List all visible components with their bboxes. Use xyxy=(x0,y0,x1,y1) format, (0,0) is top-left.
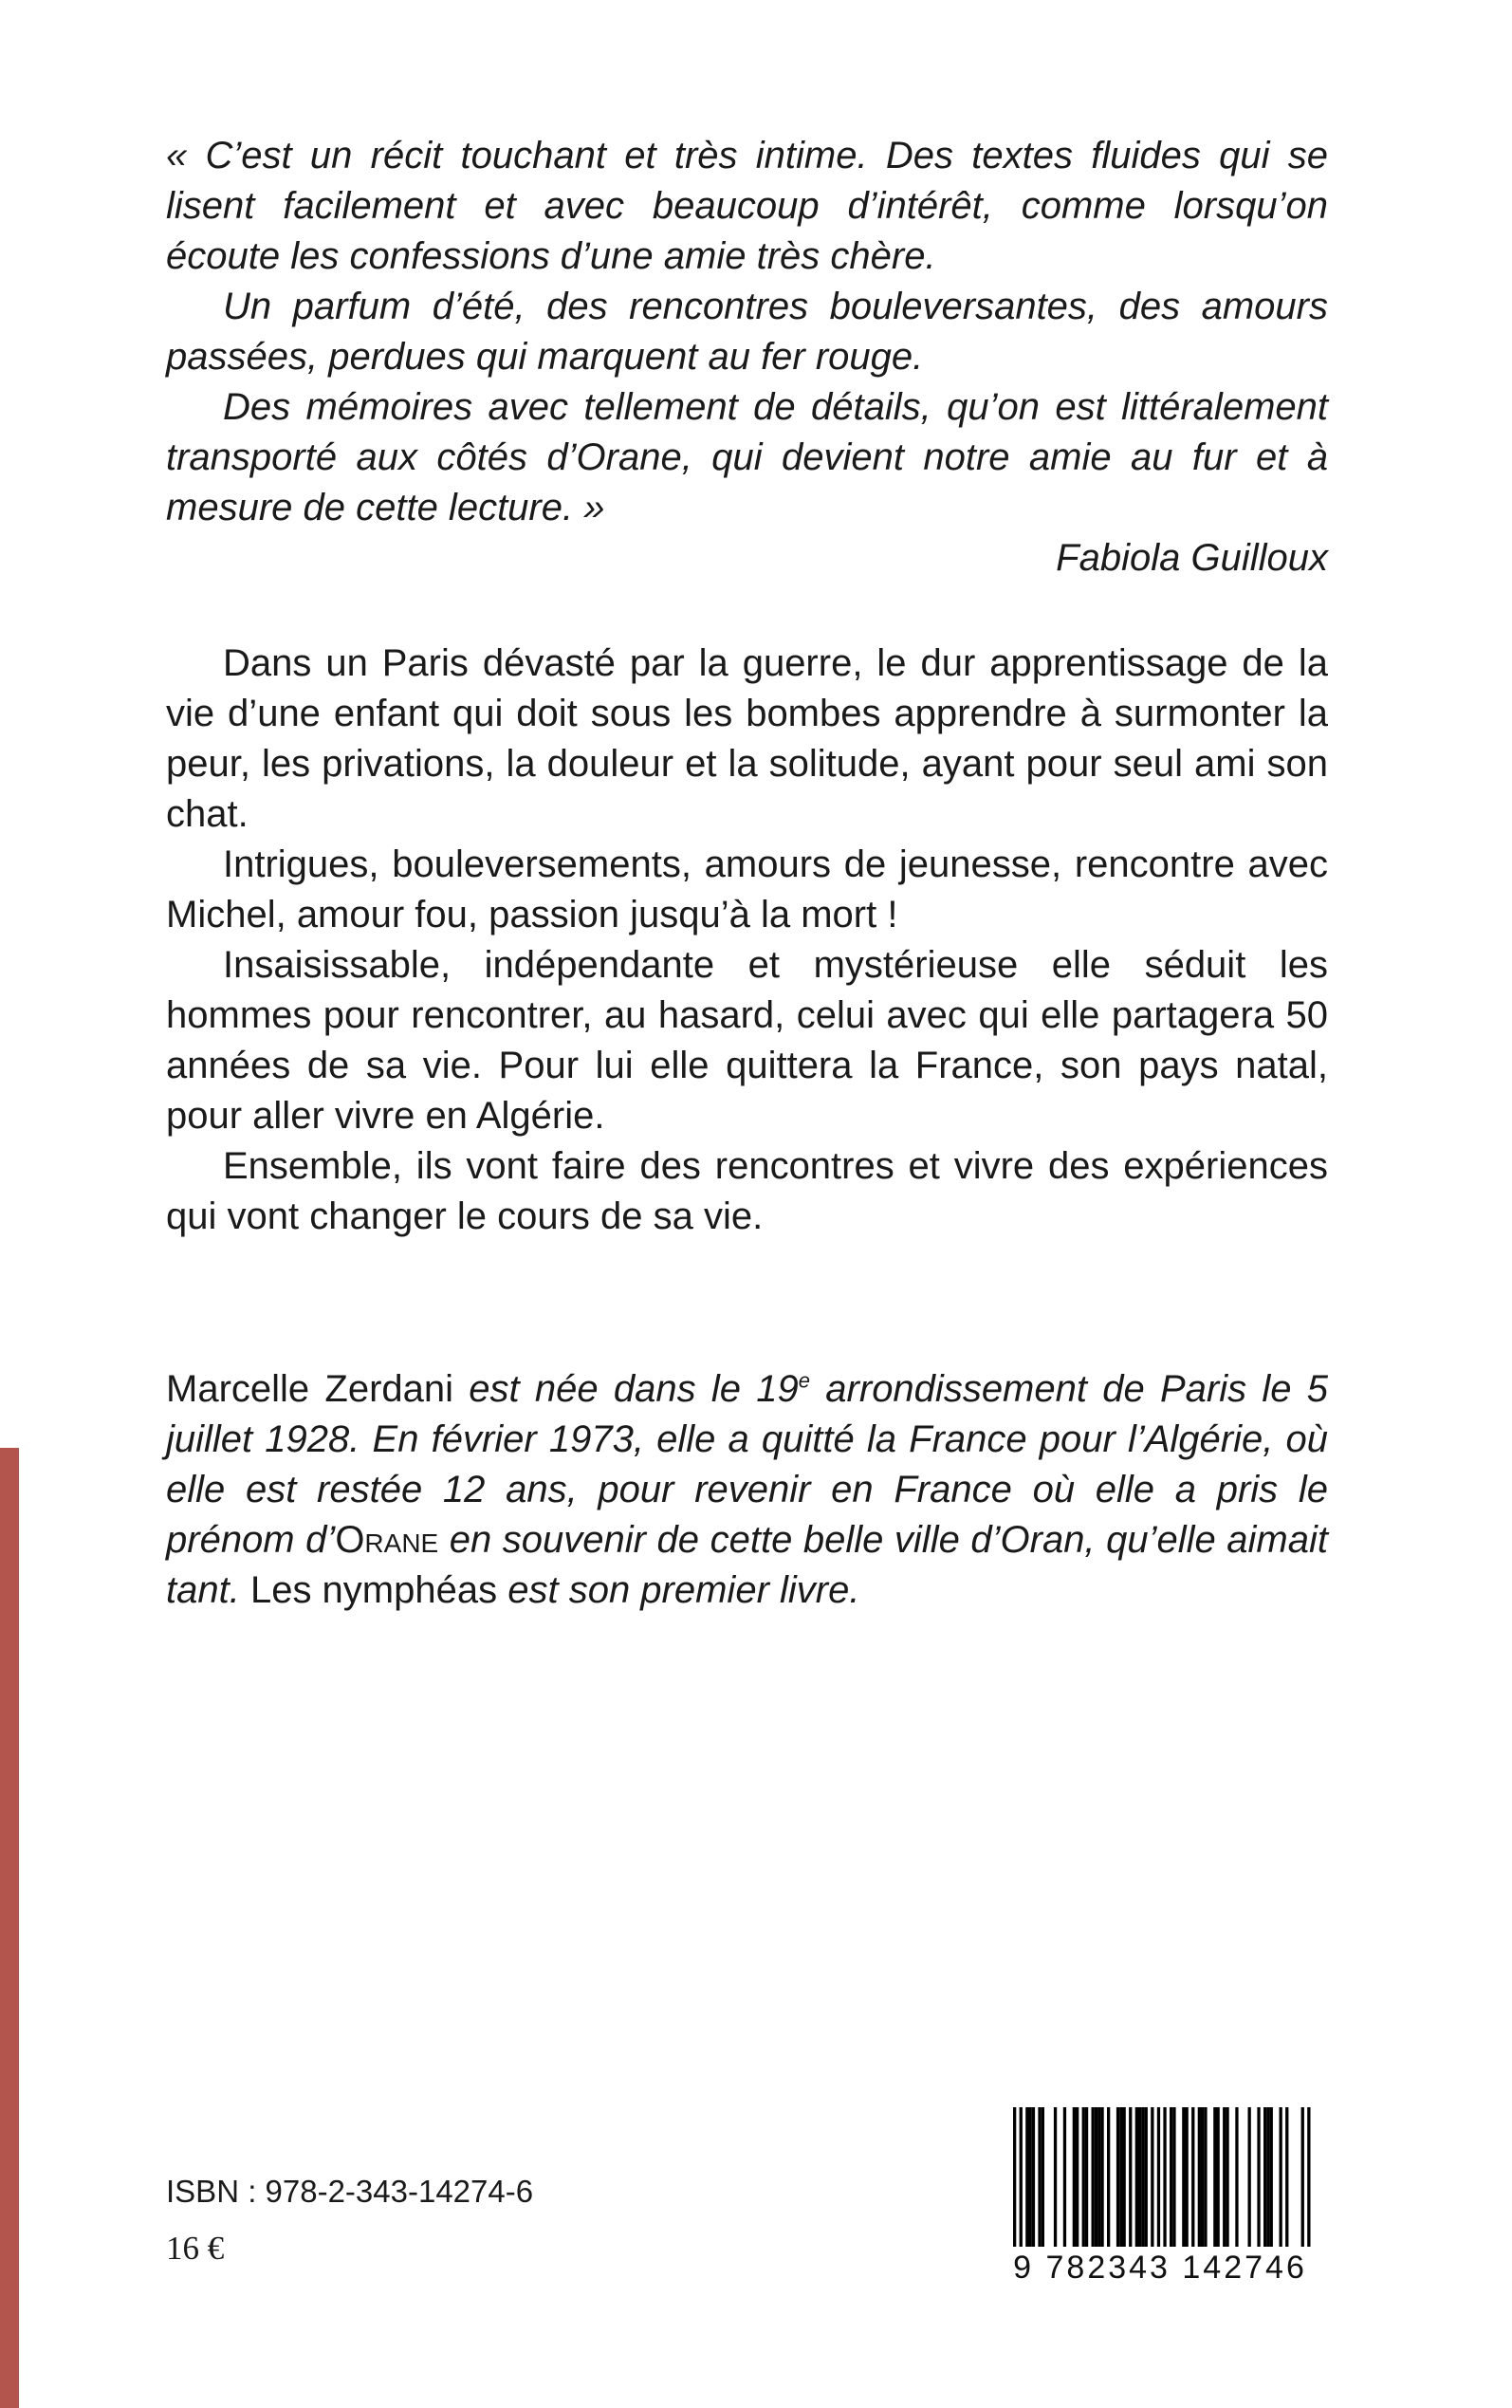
barcode-bar xyxy=(1186,2107,1189,2250)
barcode-bar xyxy=(1172,2107,1175,2250)
barcode-bar xyxy=(1095,2107,1097,2250)
synopsis-paragraph-3: Insaisissable, indépendante et mystérieuse elle séduit les hommes pour rencontrer, au hasard, celui avec qui elle partagera 50 années de sa vie. Pour lui elle quittera la France, son pays natal, pour aller vivre en Algérie. xyxy=(166,944,1328,1137)
price-label: 16 € xyxy=(166,2230,225,2267)
synopsis-paragraph-2: Intrigues, bouleversements, amours de jeunesse, rencontre avec Michel, amour fou, passion jusqu’à la mort ! xyxy=(166,843,1328,935)
barcode-bar xyxy=(1204,2107,1207,2250)
bio-text-part-1: est née dans le 19 xyxy=(453,1368,799,1410)
barcode-bar xyxy=(1116,2107,1119,2250)
barcode-bar xyxy=(1092,2107,1095,2250)
barcode-bar xyxy=(1151,2107,1153,2250)
barcode-bar xyxy=(1076,2107,1079,2250)
barcode-bar xyxy=(1248,2107,1251,2250)
barcode-bar xyxy=(1013,2107,1016,2267)
barcode-bar xyxy=(1085,2107,1088,2250)
bio-text-part-2: arrondissement de Paris le 5 juillet 1928. En février 1973, elle a quitté la France pour l’Algérie, où elle est restée 12 ans, pour revenir en France où elle a pris le prénom d’ xyxy=(166,1368,1329,1561)
barcode-bar xyxy=(1054,2107,1057,2250)
review-quote-author: Fabiola Guilloux xyxy=(1056,537,1328,579)
synopsis-paragraph-4: Ensemble, ils vont faire des rencontres et vivre des expériences qui vont changer le cours de sa vie. xyxy=(166,1145,1328,1237)
barcode-bar xyxy=(1138,2107,1141,2250)
barcode-bar xyxy=(1038,2107,1041,2250)
barcode-bar xyxy=(1263,2107,1266,2250)
barcode-bar xyxy=(1032,2107,1035,2250)
barcode-bar xyxy=(1235,2107,1238,2250)
barcode-bar xyxy=(1135,2107,1138,2250)
bio-book-title: Les nymphéas xyxy=(249,1569,498,1611)
barcode-bar xyxy=(1307,2107,1310,2267)
barcode-bar xyxy=(1285,2107,1288,2250)
barcode-bar xyxy=(1097,2107,1100,2250)
barcode-bar xyxy=(1280,2107,1282,2250)
barcode-bar xyxy=(1063,2107,1066,2250)
barcode-bar xyxy=(1123,2107,1126,2250)
barcode-bar xyxy=(1042,2107,1044,2250)
barcode-digits: 9 782343 142746 xyxy=(985,2247,1336,2288)
barcode-bar xyxy=(1029,2107,1032,2250)
barcode-bar xyxy=(1226,2107,1228,2250)
barcode-bar xyxy=(1073,2107,1076,2250)
review-quote-paragraph-3: Des mémoires avec tellement de détails, qu’on est littéralement transporté aux côtés d’Orane, qui devient notre amie au fur et à mesure de cette lecture. » xyxy=(166,386,1328,528)
spine-color-strip xyxy=(0,1448,19,2408)
bio-author-name: Marcelle Zerdani xyxy=(166,1368,454,1410)
bio-text-part-4: est son premier livre. xyxy=(497,1569,860,1611)
barcode-bar xyxy=(1266,2107,1269,2250)
barcode-bar xyxy=(1301,2107,1304,2267)
barcode-bar xyxy=(1141,2107,1144,2250)
barcode-bar xyxy=(1129,2107,1132,2250)
barcode-bar xyxy=(1217,2107,1220,2250)
barcode-bar xyxy=(1163,2107,1166,2267)
bio-text-part-3: en souvenir de cette belle ville d’Oran, qu’elle aimait tant. xyxy=(166,1519,1328,1611)
barcode-bar xyxy=(1213,2107,1216,2250)
barcode-bar xyxy=(1107,2107,1110,2250)
synopsis-paragraph-1: Dans un Paris dévasté par la guerre, le dur apprentissage de la vie d’une enfant qui doit sous les bombes apprendre à surmonter la peur, les privations, la douleur et la solitude, ayant pour seul ami son chat. xyxy=(166,642,1328,835)
barcode-bar xyxy=(1182,2107,1185,2250)
barcode-bar xyxy=(1270,2107,1273,2250)
review-quote-paragraph-2: Un parfum d’été, des rencontres bouleversantes, des amours passées, perdues qui marquent au fer rouge. xyxy=(166,286,1328,378)
isbn-label: ISBN : 978-2-343-14274-6 xyxy=(166,2174,534,2209)
barcode-bar xyxy=(1257,2107,1260,2250)
review-quote-paragraph-1: « C’est un récit touchant et très intime. Des textes fluides qui se lisent facilement et avec beaucoup d’intérêt, comme lorsqu’on écoute les confessions d’une amie très chère. xyxy=(166,135,1328,277)
barcode-bar xyxy=(1119,2107,1122,2250)
bio-pen-name: Orane xyxy=(335,1519,439,1561)
barcode-bar xyxy=(1020,2107,1023,2267)
barcode-bar xyxy=(1025,2107,1028,2250)
barcode-bar xyxy=(1191,2107,1194,2250)
barcode-bar xyxy=(1170,2107,1172,2250)
barcode-bar xyxy=(1157,2107,1160,2267)
barcode-bar xyxy=(1201,2107,1204,2250)
bio-ordinal-suffix: e xyxy=(798,1368,811,1393)
barcode-bar xyxy=(1082,2107,1085,2250)
author-biography xyxy=(166,1364,1328,1616)
barcode-bar xyxy=(1145,2107,1148,2250)
barcode-bar xyxy=(1100,2107,1103,2250)
barcode-bar xyxy=(1223,2107,1226,2250)
barcode-bar xyxy=(1198,2107,1201,2250)
